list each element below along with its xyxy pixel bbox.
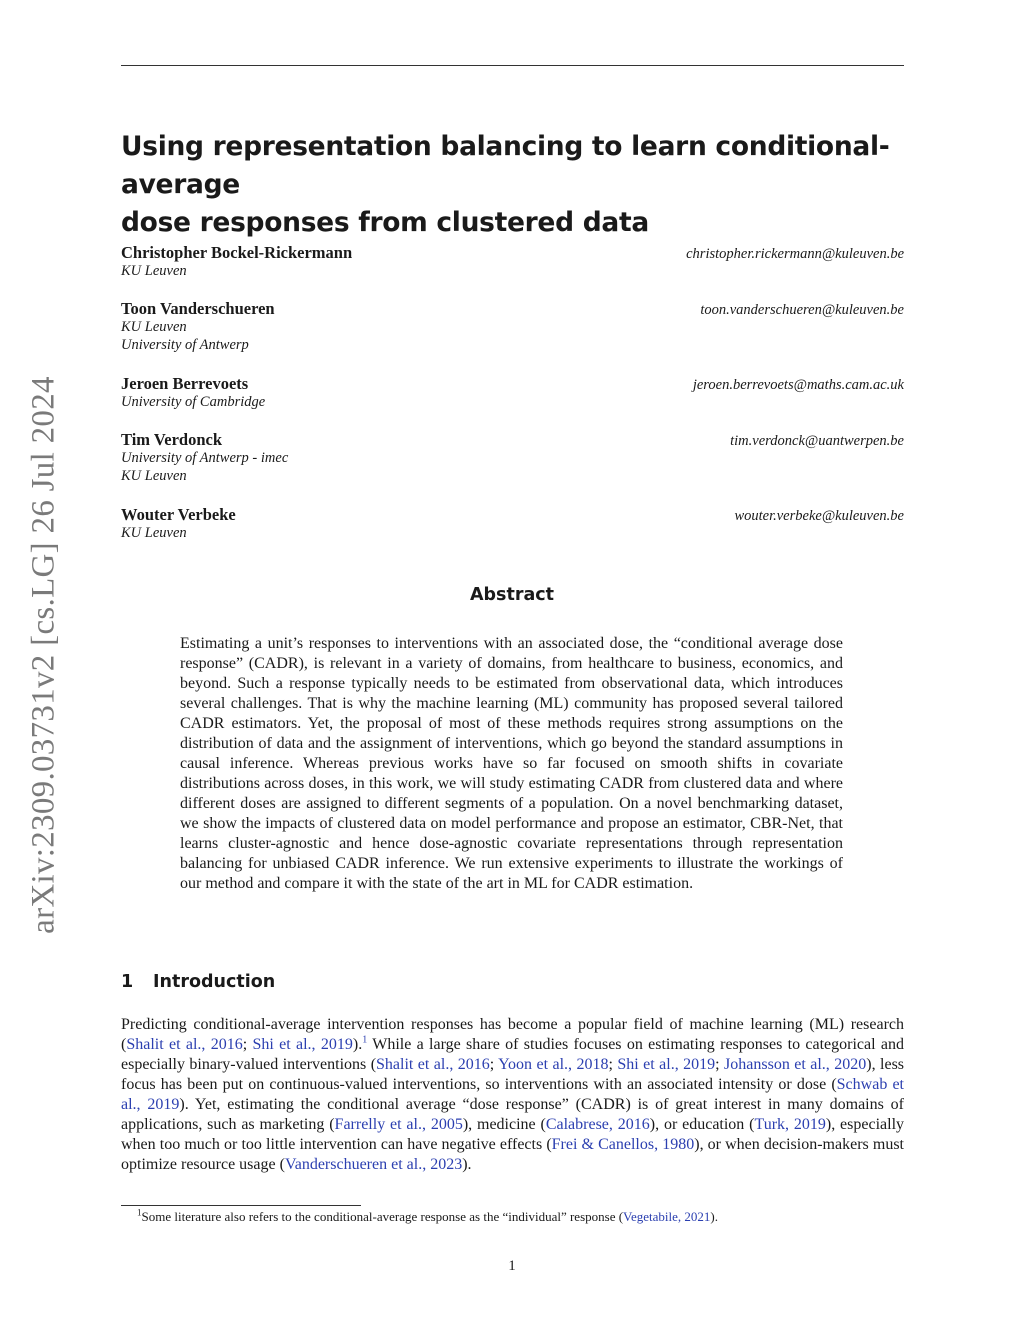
author-name: Wouter Verbeke: [121, 505, 236, 524]
top-rule: [121, 65, 904, 66]
footnote-rule: [121, 1205, 361, 1206]
intro-text: ;: [242, 1036, 253, 1053]
footnote: [121, 1208, 904, 1225]
author-affiliation: University of Antwerp - imec: [121, 450, 289, 466]
author-block-3: [121, 374, 904, 411]
author-name: Tim Verdonck: [121, 430, 223, 449]
footnote-marker[interactable]: 1: [362, 1034, 368, 1046]
intro-text: ), or education (: [649, 1116, 755, 1133]
page-number: 1: [508, 1258, 516, 1274]
section-heading: [121, 972, 275, 992]
author-name: Christopher Bockel-Rickermann: [121, 243, 353, 262]
title-line-1: Using representation balancing to learn conditional-average: [121, 131, 890, 200]
author-affiliation: KU Leuven: [121, 468, 187, 484]
citation-link[interactable]: Frei & Canellos, 1980: [551, 1136, 695, 1153]
author-block-4: [121, 430, 904, 485]
author-email[interactable]: christopher.rickermann@kuleuven.be: [686, 246, 904, 262]
section-number: 1: [121, 972, 134, 992]
footnote-text: Some literature also refers to the conditional-average response as the “individual” response (: [141, 1209, 624, 1224]
author-block-2: [121, 299, 904, 354]
citation-link[interactable]: Farrelly et al., 2005: [334, 1116, 463, 1133]
author-affiliation: KU Leuven: [121, 263, 187, 279]
intro-text: ), medicine (: [462, 1116, 546, 1133]
intro-text: ;: [608, 1056, 618, 1073]
intro-text: ), especially when too much or too little intervention can have negative effects (: [121, 1116, 905, 1153]
introduction-paragraph: [121, 1015, 904, 1175]
author-email[interactable]: toon.vanderschueren@kuleuven.be: [700, 302, 904, 318]
citation-link[interactable]: Schwab et al., 2019: [121, 1076, 905, 1113]
citation-link[interactable]: Calabrese, 2016: [545, 1116, 650, 1133]
author-name: Toon Vanderschueren: [121, 299, 275, 318]
citation-link[interactable]: Shi et al., 2019: [617, 1056, 716, 1073]
intro-text: While a large share of studies focuses on estimating responses to categorical and especially binary-valued interventions (: [121, 1036, 905, 1073]
title-line-2: dose responses from clustered data: [121, 207, 649, 238]
intro-text: ), or when decision-makers must optimize resource usage (: [121, 1136, 904, 1173]
paper-title: [121, 128, 911, 242]
author-affiliation: KU Leuven: [121, 319, 187, 335]
author-email[interactable]: wouter.verbeke@kuleuven.be: [734, 508, 904, 524]
citation-link[interactable]: Shalit et al., 2016: [126, 1036, 243, 1053]
intro-text: Predicting conditional-average intervention responses has become a popular field of machine learning (ML) research (: [121, 1016, 904, 1053]
footnote-end: ).: [710, 1209, 719, 1224]
author-email[interactable]: tim.verdonck@uantwerpen.be: [730, 433, 904, 449]
intro-text: ). Yet, estimating the conditional average “dose response” (CADR) is of great interest in many domains of applications, such as marketing (: [121, 1096, 905, 1133]
citation-link[interactable]: Yoon et al., 2018: [498, 1056, 609, 1073]
citation-link[interactable]: Shi et al., 2019: [252, 1036, 353, 1053]
author-block-5: [121, 505, 904, 542]
section-title: Introduction: [153, 972, 276, 992]
citation-link[interactable]: Vanderschueren et al., 2023: [284, 1156, 463, 1173]
intro-text: ).: [462, 1156, 472, 1173]
footnote-mark: 1: [137, 1207, 142, 1218]
citation-link[interactable]: Turk, 2019: [754, 1116, 826, 1133]
citation-link[interactable]: Johansson et al., 2020: [724, 1056, 867, 1073]
abstract-text: Estimating a unit’s responses to interventions with an associated dose, the “conditional average dose response” (CADR), is relevant in a variety of domains, from healthcare to business, economics, and beyond. Such a response typically needs to be estimated from observational data, which introduces several challenges. That is why the machine learning (ML) community has proposed several tailored CADR estimators. Yet, the proposal of most of these methods requires strong assumptions on the distribution of data and the assignment of interventions, which go beyond the standard assumptions in causal inference. Whereas previous works have so far focused on smooth shifts in covariate distributions across doses, in this work, we will study estimating CADR from clustered data and where different doses are assigned to different segments of a population. On a novel benchmarking dataset, we show the impacts of clustered data on model performance and propose an estimator, CBR-Net, that learns cluster-agnostic and hence dose-agnostic covariate representations through representation balancing for unbiased CADR inference. We run extensive experiments to illustrate the workings of our method and compare it with the state of the art in ML for CADR estimation.: [180, 635, 843, 892]
intro-text: ).: [352, 1036, 363, 1053]
abstract-heading: Abstract: [469, 585, 555, 605]
intro-text: ;: [489, 1056, 499, 1073]
citation-link[interactable]: Vegetabile, 2021: [623, 1209, 711, 1224]
author-name: Jeroen Berrevoets: [121, 374, 249, 393]
author-affiliation: University of Antwerp: [121, 337, 249, 353]
author-affiliation: KU Leuven: [121, 525, 187, 541]
arxiv-identifier[interactable]: arXiv:2309.03731v2 [cs.LG] 26 Jul 2024: [25, 376, 62, 934]
author-block-1: [121, 243, 904, 280]
citation-link[interactable]: Shalit et al., 2016: [376, 1056, 490, 1073]
intro-text: ), less focus has been put on continuous-valued interventions, so interventions with an associated intensity or dose (: [121, 1056, 905, 1093]
intro-text: ;: [715, 1056, 725, 1073]
author-affiliation: University of Cambridge: [121, 394, 266, 410]
author-email[interactable]: jeroen.berrevoets@maths.cam.ac.uk: [692, 377, 904, 393]
